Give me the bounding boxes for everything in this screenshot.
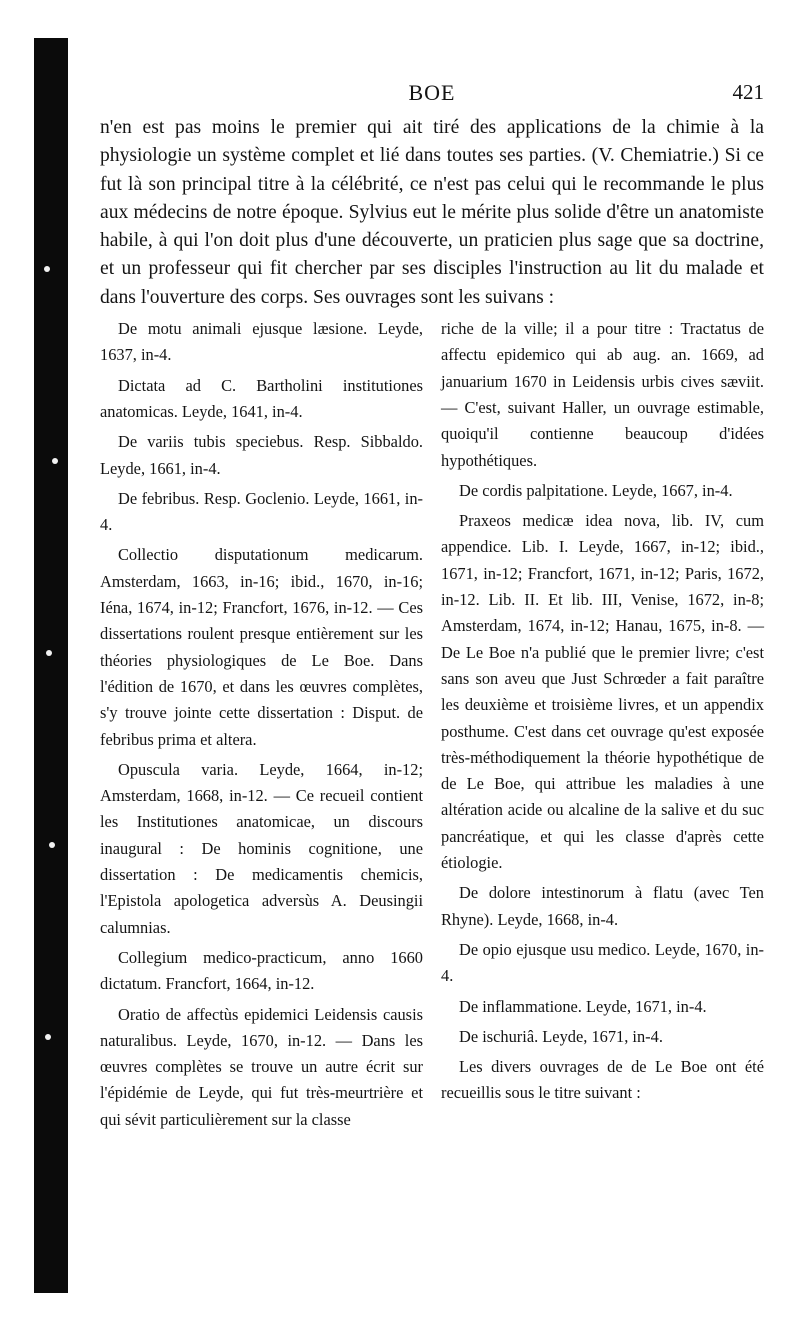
bibliography-entry: Dictata ad C. Bartholini institutiones anatomicas. Leyde, 1641, in-4.	[100, 375, 423, 421]
bibliography-entry: De opio ejusque usu medico. Leyde, 1670, in-4.	[441, 939, 764, 986]
bibliography-entry: De febribus. Resp. Goclenio. Leyde, 1661, in-4.	[100, 488, 423, 535]
page-number: 421	[732, 80, 764, 104]
bibliography-entry: De ischuriâ. Leyde, 1671, in-4.	[459, 1026, 663, 1046]
scan-speck	[46, 650, 52, 656]
bibliography-entry-continuation: riche de la ville; il a pour titre : Tractatus de affectu epidemico qui ab aug. an. 1669, ad januarium 1670 in Leidensis urbis cives sæviit. — C'est, suivant Haller, un ouvrage estimable, quoiqu'il contienne beaucoup d'idées hypothétiques.	[441, 319, 764, 470]
bibliography-entry: De variis tubis speciebus. Resp. Sibbaldo. Leyde, 1661, in-4.	[100, 432, 423, 478]
two-column-bibliography	[100, 316, 764, 1137]
bibliography-entry: Collectio disputationum medicarum. Amsterdam, 1663, in-16; ibid., 1670, in-16; Iéna, 1674, in-12; Francfort, 1676, in-12. — Ces dissertations roulent presque entièrement sur les théories physiologiques de Le Boe. Dans l'édition de 1670, et dans les œuvres complètes, s'y trouve jointe cette dissertation : Disput. de febribus prima et altera.	[100, 545, 423, 749]
bibliography-entry: De inflammatione. Leyde, 1671, in-4.	[459, 996, 707, 1016]
running-header	[100, 80, 764, 114]
scan-speck	[52, 458, 58, 464]
intro-paragraph-block	[100, 114, 764, 312]
bibliography-entry: Praxeos medicæ idea nova, lib. IV, cum appendice. Lib. I. Leyde, 1667, in-12; ibid., 1671, in-12; Francfort, 1671, in-12; Paris, 1672, in-12. Lib. II. Et lib. III, Venise, 1672, in-8; Amsterdam, 1674, in-12; Hanau, 1675, in-8. — De Le Boe n'a publié que le premier livre; c'est sans son aveu que Just Schrœder a fait paraître les deuxième et troisième livres, et un appendix posthume. C'est dans cet ouvrage qu'est exposée très-méthodiquement la théorie hypothétique de de Le Boe, qui attribue les maladies à une altération acide ou alcaline de la salive et du suc pancréatique, et qui les classe d'après cette étiologie.	[441, 511, 764, 873]
scan-speck	[49, 842, 55, 848]
bibliography-entry: Collegium medico-practicum, anno 1660 dictatum. Francfort, 1664, in-12.	[100, 947, 423, 994]
left-column	[100, 316, 423, 1137]
scan-speck	[45, 1034, 51, 1040]
bibliography-closing-line: Les divers ouvrages de de Le Boe ont été recueillis sous le titre suivant :	[441, 1057, 764, 1103]
page-body	[100, 80, 764, 1137]
scan-binding-edge	[34, 38, 68, 1293]
bibliography-entry: De cordis palpitatione. Leyde, 1667, in-4.	[459, 480, 733, 500]
bibliography-entry: De dolore intestinorum à flatu (avec Ten Rhyne). Leyde, 1668, in-4.	[441, 883, 764, 929]
bibliography-entry: Oratio de affectùs epidemici Leidensis causis naturalibus. Leyde, 1670, in-12. — Dans les œuvres complètes se trouve un autre écrit sur l'épidémie de Leyde, qui fut très-meurtrière et qui sévit particulièrement sur la classe	[100, 1004, 423, 1129]
bibliography-entry: Opuscula varia. Leyde, 1664, in-12; Amsterdam, 1668, in-12. — Ce recueil contient les Institutiones anatomicae, un discours inaugural : De hominis cognitione, une dissertation : De medicamentis chemicis, l'Epistola apologetica adversùs A. Deusingii calumnias.	[100, 759, 423, 937]
intro-paragraph: n'en est pas moins le premier qui ait tiré des applications de la chimie à la physiologie un système complet et lié dans toutes ses parties. (V. Chemiatrie.) Si ce fut là son principal titre à la célébrité, ce n'est pas celui qui le recommande le plus aux médecins de notre époque. Sylvius eut le mérite plus solide d'être un anatomiste habile, à qui l'on doit plus d'une découverte, un praticien plus sage que sa doctrine, et un professeur qui fit chercher par ses disciples l'instruction au lit du malade et dans l'ouverture des corps. Ses ouvrages sont les suivans :	[100, 117, 764, 308]
scan-speck	[44, 266, 50, 272]
bibliography-entry: De motu animali ejusque læsione. Leyde, 1637, in-4.	[100, 319, 423, 365]
headword: BOE	[408, 80, 456, 105]
right-column	[441, 316, 764, 1137]
